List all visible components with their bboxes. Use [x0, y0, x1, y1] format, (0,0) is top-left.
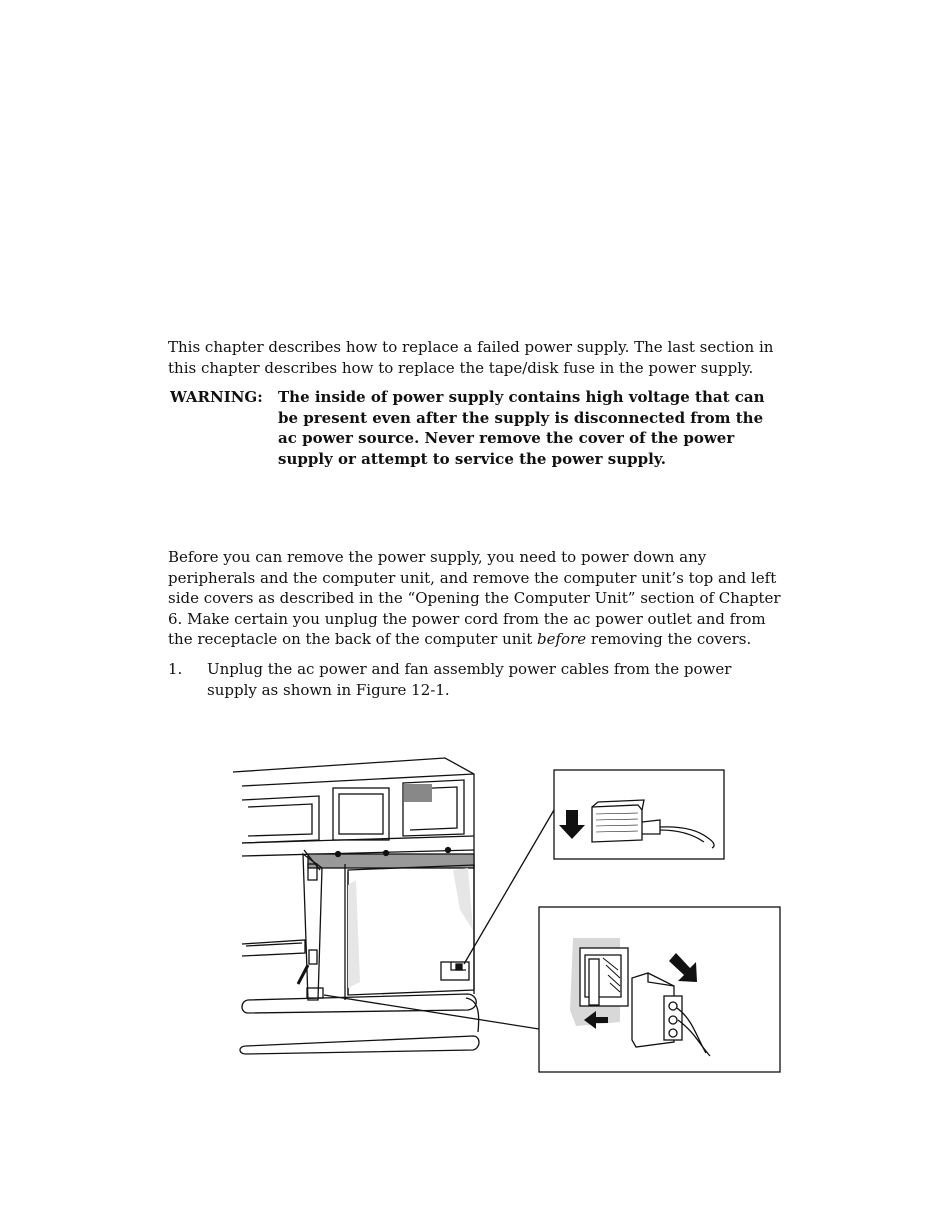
removal-paragraph	[168, 547, 788, 650]
removal-text-emphasis: before	[537, 630, 587, 648]
warning-text: The inside of power supply contains high voltage that can be present even after the supply is disconnected from the ac power source. Never remove the cover of the power supply or attempt to service the power supply.	[278, 388, 765, 468]
power-supply-figure	[228, 750, 788, 1080]
warning-notice	[168, 387, 788, 469]
step-item	[168, 659, 788, 700]
ac-power-connector-callout	[554, 770, 724, 859]
chassis-illustration	[233, 758, 479, 1054]
fan-connector-callout	[539, 907, 780, 1072]
step-text: Unplug the ac power and fan assembly power cables from the power supply as shown in Figure 12-1.	[207, 660, 732, 699]
intro-paragraph: This chapter describes how to replace a failed power supply. The last section in this chapter describes how to replace the tape/disk fuse in the power supply.	[168, 338, 774, 377]
warning-label: WARNING:	[170, 388, 263, 406]
callout-leader-top	[464, 810, 554, 964]
step-number: 1.	[168, 660, 183, 678]
removal-text-before: Before you can remove the power supply, you need to power down any peripherals and the computer unit, and remove the computer unit’s top and left side covers as described in the “Opening the Computer Unit” section of Chapter 6. Make certain you unplug the power cord from the ac power outlet and from the receptacle on the back of the computer unit	[168, 548, 781, 648]
removal-text-after: removing the covers.	[586, 630, 752, 648]
